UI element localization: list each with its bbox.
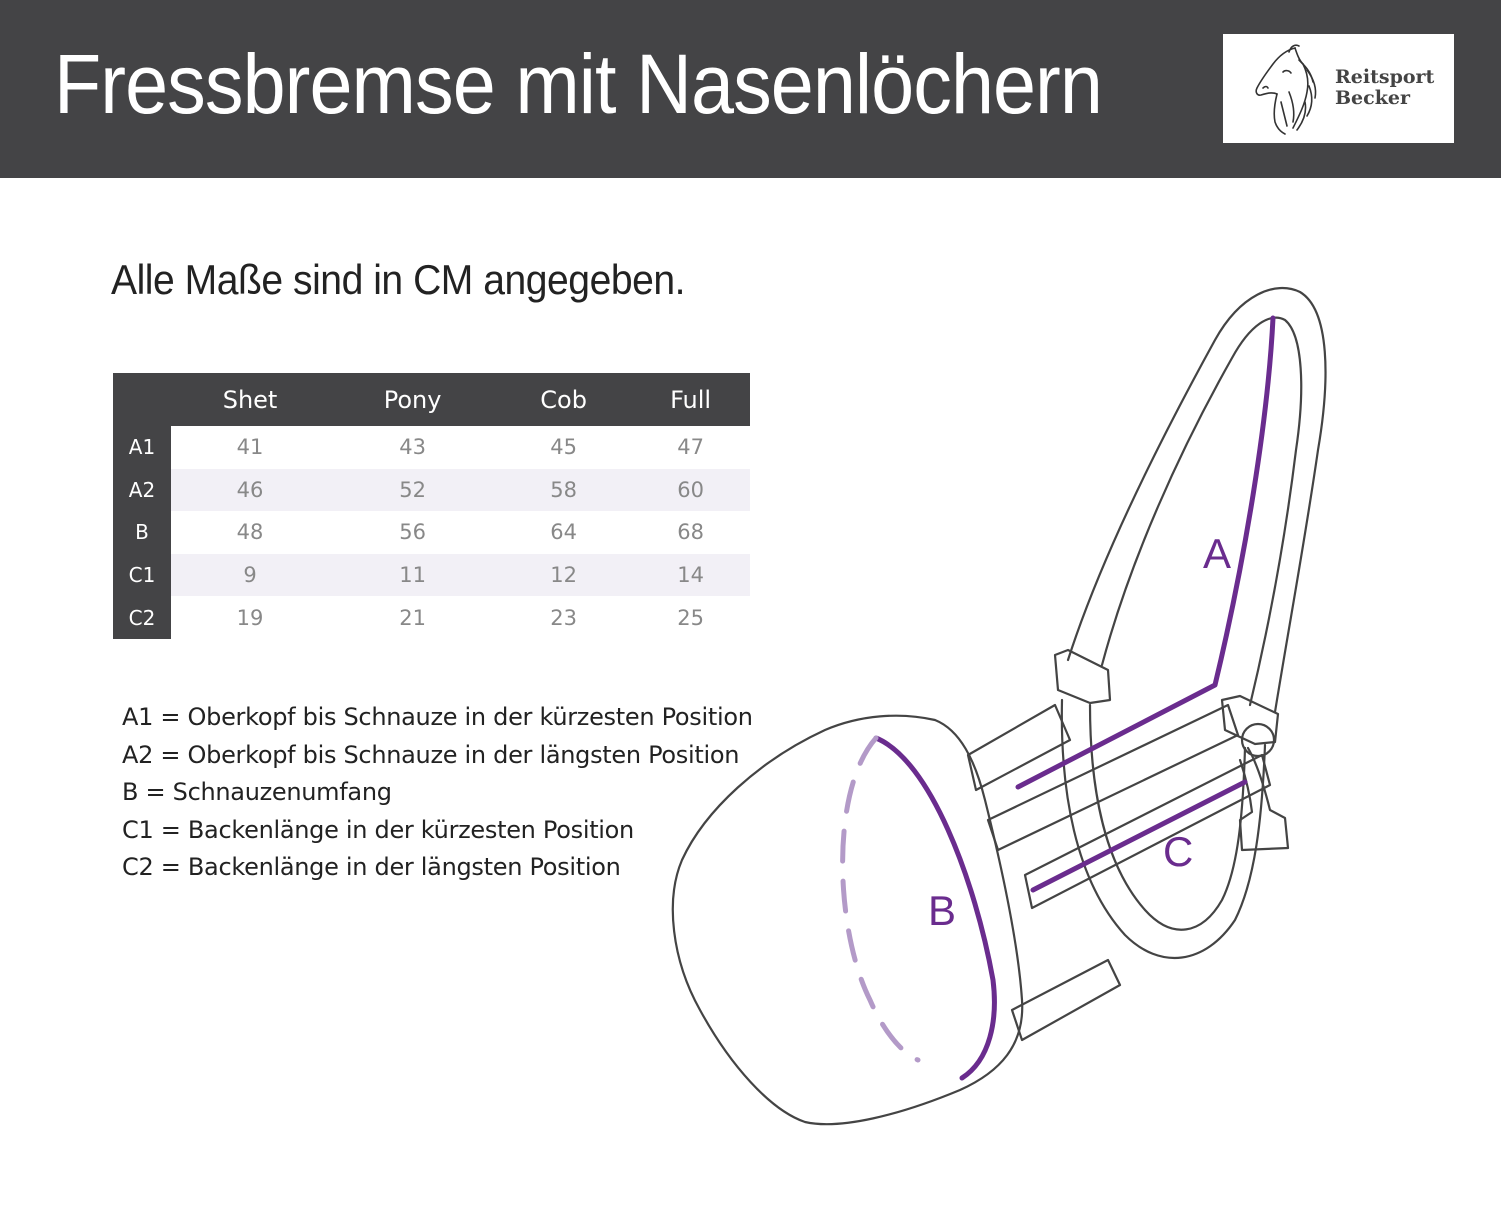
table-cell: 45 (550, 435, 577, 460)
table-cell: 56 (399, 520, 426, 545)
row-label: C1 (113, 554, 171, 597)
diagram-label-a: A (1203, 530, 1232, 577)
table-cell: 25 (677, 605, 704, 630)
brand-name-line1: Reitsport (1335, 66, 1435, 88)
column-header: Pony (329, 373, 496, 426)
table-cell: 14 (631, 554, 750, 597)
page-title: Fressbremse mit Nasenlöchern (54, 37, 1102, 131)
muzzle-outline (673, 716, 1022, 1124)
legend-item: B = Schnauzenumfang (122, 778, 392, 807)
headpiece-inner (1102, 318, 1301, 705)
table-cell: 47 (677, 435, 704, 460)
table-cell: 48 (236, 520, 264, 545)
table-cell: 23 (550, 605, 577, 630)
column-header: Shet (171, 373, 329, 426)
diagram-label-b: B (928, 887, 957, 934)
table-cell: 46 (171, 469, 329, 512)
row-label: C2 (113, 596, 171, 639)
column-header: Full (631, 373, 750, 426)
table-cell: 41 (236, 435, 264, 460)
diagram-label-c: C (1163, 828, 1194, 875)
table-cell: 21 (399, 605, 426, 630)
legend-item: A1 = Oberkopf bis Schnauze in der kürzesten Position (122, 703, 753, 731)
measurement-line-a (1018, 318, 1273, 787)
legend-item: C1 = Backenlänge in der kürzesten Position (122, 815, 634, 844)
table-cell: 60 (631, 469, 750, 512)
legend-item: C2 = Backenlänge in der längsten Position (122, 853, 621, 882)
table-cell: 58 (496, 469, 631, 512)
row-label: A2 (113, 469, 171, 512)
measurement-line-b-dashed (843, 738, 918, 1060)
table-cell: 12 (496, 554, 631, 597)
row-label: B (113, 511, 171, 554)
middle-side-strap (988, 705, 1238, 850)
table-cell: 64 (550, 520, 577, 545)
upper-side-strap (968, 705, 1070, 790)
table-cell: 11 (329, 554, 496, 597)
table-cell: 43 (399, 435, 426, 460)
row-label: A1 (113, 426, 171, 469)
measurement-line-c (1033, 782, 1245, 890)
table-cell: 9 (171, 554, 329, 597)
left-cheek-buckle (1055, 650, 1110, 703)
legend-item: A2 = Oberkopf bis Schnauze in der längsten Position (122, 740, 740, 769)
brand-name-line2: Becker (1335, 87, 1410, 109)
table-cell: 68 (677, 520, 704, 545)
units-note: Alle Maße sind in CM angegeben. (111, 256, 685, 303)
table-cell: 52 (329, 469, 496, 512)
table-cell: 19 (236, 605, 264, 630)
bottom-side-strap (1012, 960, 1120, 1040)
column-header: Cob (496, 373, 631, 426)
